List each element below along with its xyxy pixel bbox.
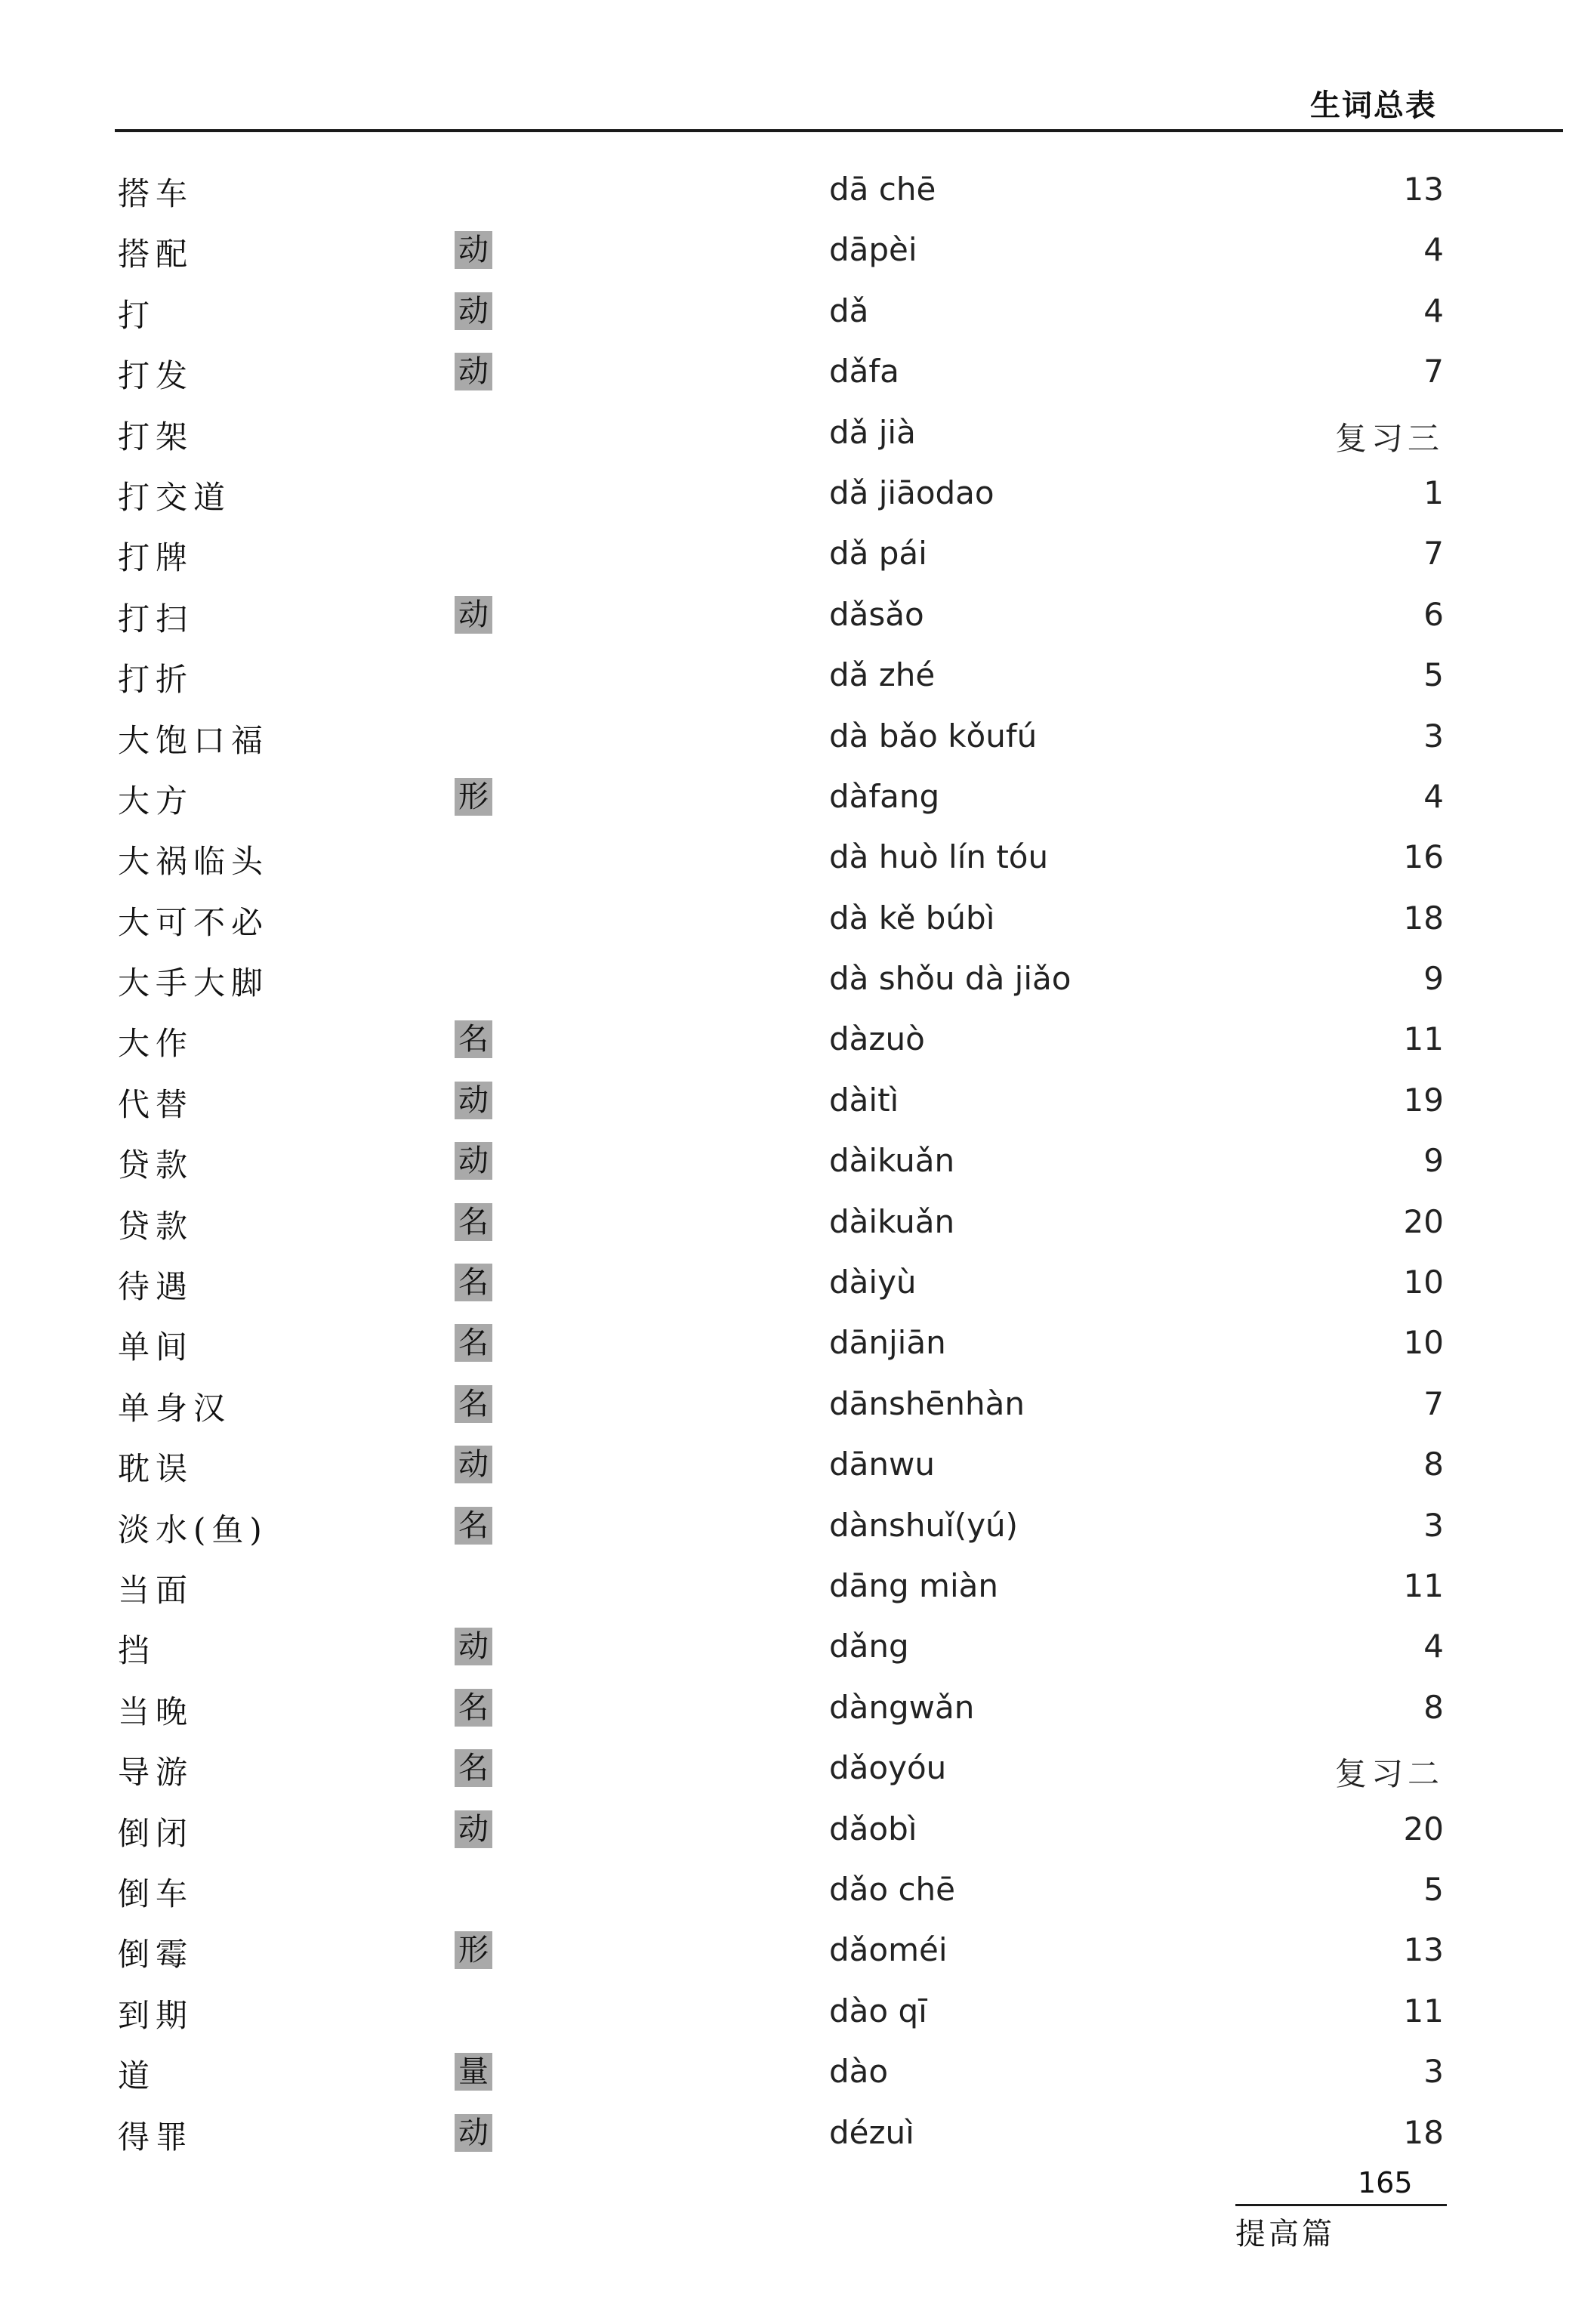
- vocab-row: [115, 342, 1444, 403]
- vocab-row: [115, 1071, 1444, 1131]
- vocab-row: [115, 1557, 1444, 1617]
- vocab-pinyin: dǎobì: [829, 1810, 917, 1847]
- vocab-row: [115, 1739, 1444, 1799]
- header-divider: [115, 129, 1563, 132]
- vocab-pinyin: dàzuò: [829, 1020, 925, 1058]
- lesson-reference: 6: [1423, 595, 1444, 633]
- part-of-speech-badge: 动: [455, 353, 492, 390]
- vocab-row: [115, 828, 1444, 888]
- vocab-word: 大方: [118, 782, 194, 819]
- lesson-reference: 5: [1423, 1870, 1444, 1908]
- vocab-word: 贷款: [118, 1207, 194, 1245]
- vocab-pinyin: dānwu: [829, 1446, 935, 1483]
- footer-divider: [1235, 2204, 1447, 2206]
- vocab-pinyin: dǎsǎo: [829, 595, 924, 633]
- part-of-speech-badge: 动: [455, 596, 492, 634]
- page-number: 165: [1358, 2166, 1413, 2199]
- lesson-reference: 4: [1423, 1628, 1444, 1665]
- vocab-pinyin: dànshuǐ(yú): [829, 1506, 1019, 1544]
- vocab-word: 当晚: [118, 1693, 194, 1730]
- vocab-pinyin: dào: [829, 2053, 889, 2091]
- vocab-row: [115, 1253, 1444, 1313]
- lesson-reference: 18: [1403, 2113, 1444, 2151]
- lesson-reference: 11: [1403, 1566, 1444, 1604]
- part-of-speech-badge: 名: [455, 1749, 492, 1787]
- vocab-row: [115, 1617, 1444, 1677]
- vocab-row: [115, 524, 1444, 585]
- vocab-pinyin: dānjiān: [829, 1324, 946, 1362]
- part-of-speech-badge: 动: [455, 1628, 492, 1665]
- vocab-pinyin: dàiyù: [829, 1264, 917, 1301]
- vocab-word: 大手大脚: [118, 964, 270, 1002]
- vocab-row: [115, 2103, 1444, 2164]
- vocab-row: [115, 1375, 1444, 1435]
- vocab-pinyin: dà kě búbì: [829, 899, 995, 937]
- lesson-reference: 19: [1403, 1081, 1444, 1119]
- vocab-row: [115, 585, 1444, 646]
- lesson-reference: 复习三: [1334, 419, 1444, 457]
- vocab-row: [115, 403, 1444, 464]
- part-of-speech-badge: 动: [455, 1142, 492, 1180]
- vocab-row: [115, 1860, 1444, 1921]
- lesson-reference: 3: [1423, 2053, 1444, 2091]
- vocab-row: [115, 282, 1444, 342]
- vocab-pinyin: dǎ jià: [829, 413, 916, 451]
- vocab-word: 大祸临头: [118, 843, 270, 881]
- vocab-pinyin: dà shǒu dà jiǎo: [829, 960, 1072, 998]
- lesson-reference: 7: [1423, 1384, 1444, 1422]
- part-of-speech-badge: 动: [455, 2114, 492, 2152]
- page-header-title: 生词总表: [1310, 88, 1437, 123]
- part-of-speech-badge: 名: [455, 1264, 492, 1301]
- vocab-pinyin: dǎng: [829, 1628, 909, 1665]
- vocab-row: [115, 1496, 1444, 1557]
- lesson-reference: 13: [1403, 1931, 1444, 1969]
- vocab-row: [115, 464, 1444, 524]
- lesson-reference: 18: [1403, 899, 1444, 937]
- vocab-word: 挡: [118, 1632, 156, 1670]
- part-of-speech-badge: 名: [455, 1020, 492, 1058]
- part-of-speech-badge: 名: [455, 1689, 492, 1727]
- lesson-reference: 复习二: [1334, 1755, 1444, 1793]
- vocab-row: [115, 2042, 1444, 2103]
- vocab-row: [115, 1435, 1444, 1495]
- vocab-pinyin: dàfang: [829, 777, 940, 815]
- vocab-word: 耽误: [118, 1450, 194, 1488]
- vocab-row: [115, 1678, 1444, 1739]
- lesson-reference: 8: [1423, 1688, 1444, 1726]
- vocab-row: [115, 1921, 1444, 1981]
- vocab-pinyin: dǎ pái: [829, 535, 927, 573]
- vocab-pinyin: dǎo chē: [829, 1870, 955, 1908]
- vocab-word: 代替: [118, 1085, 194, 1123]
- lesson-reference: 4: [1423, 292, 1444, 329]
- book-section-label: 提高篇: [1235, 2217, 1335, 2251]
- vocab-row: [115, 1010, 1444, 1070]
- vocab-pinyin: dǎ: [829, 292, 869, 329]
- vocab-word: 淡水(鱼): [118, 1511, 268, 1548]
- vocab-pinyin: dàikuǎn: [829, 1202, 955, 1240]
- lesson-reference: 4: [1423, 777, 1444, 815]
- vocab-word: 得罪: [118, 2118, 194, 2156]
- vocab-pinyin: dānshēnhàn: [829, 1384, 1025, 1422]
- part-of-speech-badge: 形: [455, 778, 492, 816]
- vocab-word: 大饱口福: [118, 721, 270, 759]
- vocab-pinyin: dào qī: [829, 1992, 927, 2029]
- vocab-row: [115, 1982, 1444, 2042]
- vocab-pinyin: dā chē: [829, 171, 936, 208]
- vocab-row: [115, 160, 1444, 221]
- vocab-pinyin: dǎoméi: [829, 1931, 948, 1969]
- vocab-word: 打交道: [118, 478, 232, 516]
- vocab-row: [115, 707, 1444, 767]
- vocab-word: 待遇: [118, 1268, 194, 1306]
- lesson-reference: 1: [1423, 474, 1444, 511]
- lesson-reference: 3: [1423, 717, 1444, 755]
- part-of-speech-badge: 名: [455, 1324, 492, 1362]
- part-of-speech-badge: 形: [455, 1931, 492, 1969]
- part-of-speech-badge: 动: [455, 1446, 492, 1483]
- vocab-word: 导游: [118, 1754, 194, 1792]
- vocab-row: [115, 889, 1444, 949]
- vocab-word: 打扫: [118, 600, 194, 637]
- vocab-row: [115, 949, 1444, 1010]
- vocab-word: 打折: [118, 661, 194, 699]
- lesson-reference: 7: [1423, 353, 1444, 390]
- lesson-reference: 8: [1423, 1446, 1444, 1483]
- vocab-row: [115, 646, 1444, 706]
- vocab-word: 大可不必: [118, 903, 270, 941]
- vocab-pinyin: dǎ zhé: [829, 656, 936, 694]
- vocab-word: 打发: [118, 357, 194, 395]
- lesson-reference: 4: [1423, 231, 1444, 269]
- vocab-pinyin: dàikuǎn: [829, 1142, 955, 1180]
- part-of-speech-badge: 名: [455, 1385, 492, 1423]
- part-of-speech-badge: 动: [455, 1810, 492, 1848]
- vocab-pinyin: dāpèi: [829, 231, 917, 269]
- vocab-word: 大作: [118, 1025, 194, 1063]
- vocab-pinyin: dàngwǎn: [829, 1688, 975, 1726]
- vocab-pinyin: dāng miàn: [829, 1566, 998, 1604]
- lesson-reference: 16: [1403, 838, 1444, 876]
- vocab-pinyin: dǎoyóu: [829, 1749, 947, 1787]
- lesson-reference: 13: [1403, 171, 1444, 208]
- vocab-word: 道: [118, 2057, 156, 2095]
- lesson-reference: 9: [1423, 1142, 1444, 1180]
- vocab-word: 当面: [118, 1571, 194, 1609]
- lesson-reference: 10: [1403, 1324, 1444, 1362]
- vocab-word: 倒霉: [118, 1936, 194, 1974]
- lesson-reference: 9: [1423, 960, 1444, 998]
- vocab-word: 打架: [118, 418, 194, 455]
- lesson-reference: 20: [1403, 1202, 1444, 1240]
- vocab-word: 到期: [118, 1996, 194, 2034]
- vocab-pinyin: dàitì: [829, 1081, 899, 1119]
- vocab-row: [115, 1193, 1444, 1253]
- lesson-reference: 7: [1423, 535, 1444, 573]
- vocab-row: [115, 1131, 1444, 1192]
- vocab-pinyin: dà bǎo kǒufú: [829, 717, 1038, 755]
- part-of-speech-badge: 动: [455, 292, 492, 330]
- lesson-reference: 10: [1403, 1264, 1444, 1301]
- part-of-speech-badge: 名: [455, 1507, 492, 1545]
- vocab-word: 单身汉: [118, 1389, 232, 1427]
- vocab-word: 单间: [118, 1329, 194, 1366]
- lesson-reference: 11: [1403, 1020, 1444, 1058]
- vocab-word: 倒车: [118, 1875, 194, 1912]
- vocab-row: [115, 767, 1444, 828]
- vocab-word: 搭车: [118, 175, 194, 212]
- vocab-row: [115, 1800, 1444, 1860]
- vocab-pinyin: dǎ jiāodao: [829, 474, 994, 511]
- vocab-word: 打牌: [118, 539, 194, 577]
- vocab-pinyin: dà huò lín tóu: [829, 838, 1049, 876]
- part-of-speech-badge: 名: [455, 1203, 492, 1241]
- vocab-pinyin: dǎfa: [829, 353, 899, 390]
- vocabulary-list: [115, 160, 1444, 2164]
- vocab-word: 打: [118, 296, 156, 334]
- lesson-reference: 3: [1423, 1506, 1444, 1544]
- part-of-speech-badge: 动: [455, 1082, 492, 1119]
- vocab-pinyin: dézuì: [829, 2113, 914, 2151]
- part-of-speech-badge: 量: [455, 2053, 492, 2091]
- vocab-word: 贷款: [118, 1147, 194, 1184]
- vocab-word: 搭配: [118, 236, 194, 273]
- vocab-row: [115, 221, 1444, 281]
- lesson-reference: 11: [1403, 1992, 1444, 2029]
- part-of-speech-badge: 动: [455, 231, 492, 269]
- vocab-row: [115, 1313, 1444, 1374]
- lesson-reference: 20: [1403, 1810, 1444, 1847]
- vocab-word: 倒闭: [118, 1814, 194, 1852]
- lesson-reference: 5: [1423, 656, 1444, 694]
